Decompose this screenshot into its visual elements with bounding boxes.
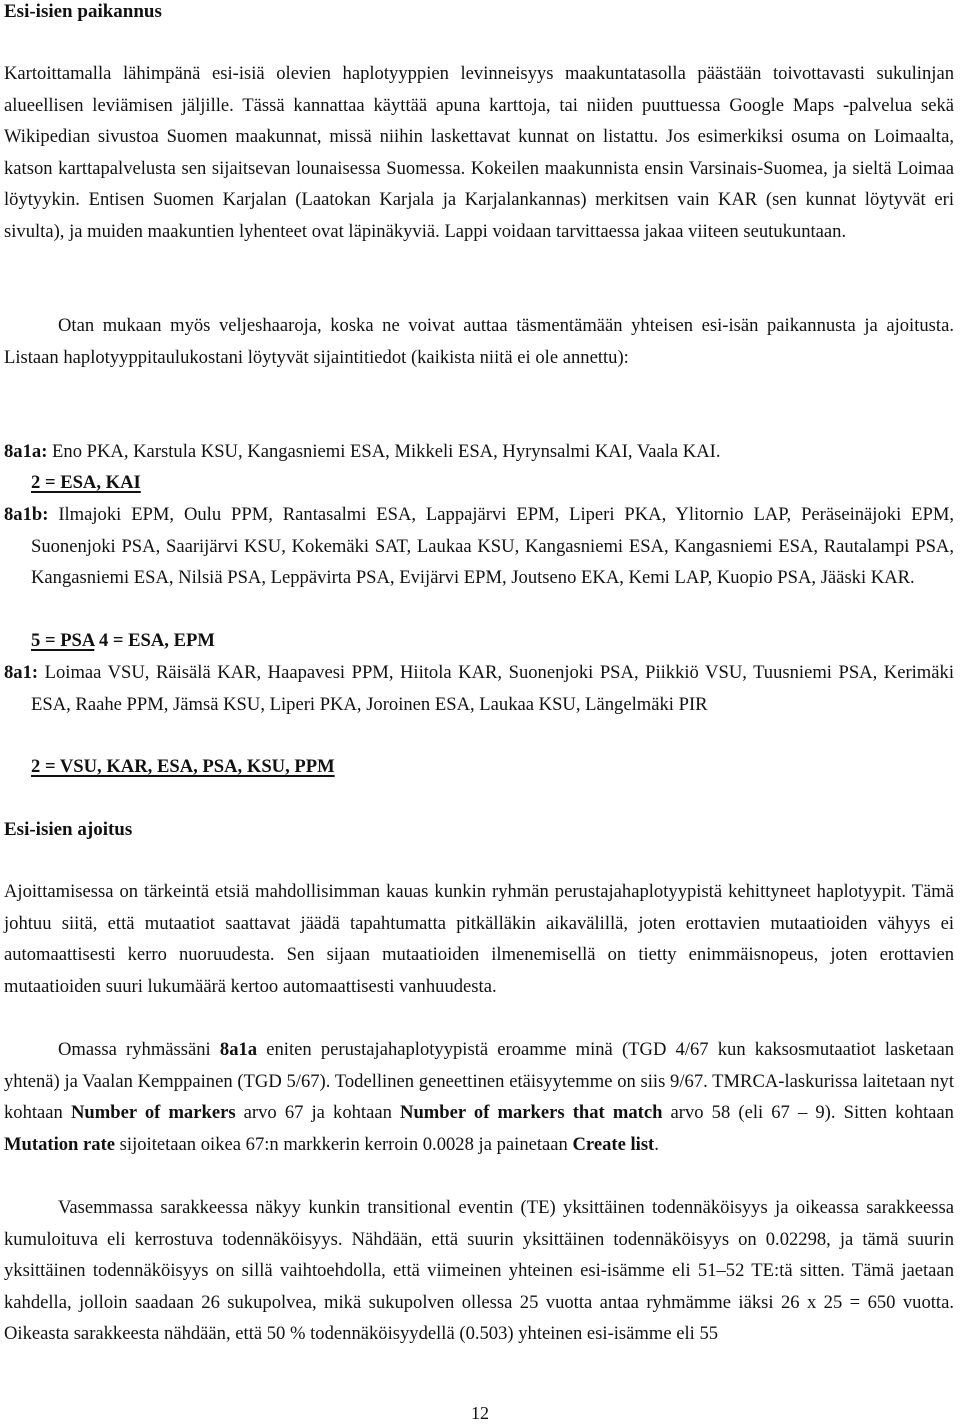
paragraph-intro: Kartoittamalla lähimpänä esi-isiä olevien haplotyyppien levinneisyys maakuntatasolla päästään toivottavasti sukulinjan alueellisen leviämisen jäljille. Tässä kannattaa käyttää apuna karttoja, tai niiden puuttuessa Google Maps -palvelua sekä Wikipedian sivustoa Suomen maakunnat, missä niihin laskettavat kunnat on listattu. Jos esimerkiksi osuma on Loimaalta, katson karttapalvelusta sen sijaitsevan lounaisessa Suomessa. Kokeilen maakunnista ensin Varsinais-Suomea, ja sieltä Loimaa löytyykin. Entisen Suomen Karjalan (Laatokan Karjala ja Karjalankannas) merkitsen vain KAR (sen kunnat löytyvät eri sivulta), ja muiden maakuntien lyhenteet ovat läpinäkyviä. Lappi voidaan tarvittaessa jakaa viiteen seutukuntaan. [4, 63, 954, 242]
text-run: Omassa ryhmässäni [58, 1039, 220, 1060]
haplogroup-entry-8a1b [4, 499, 954, 594]
text-run: eniten perustajahaplotyypistä eroamme minä (TGD 4/67 kun kaksosmutaatiot lasketaan yhtenä) ja Vaalan Kemppainen (TGD 5/67). Todellinen geneettinen etäisyytemme on siis 9/67. TMRCA-laskurissa laitetaan nyt kohtaan [4, 1039, 954, 1123]
entry-label: 8a1b: [4, 504, 49, 525]
bold-term: 8a1a [219, 1039, 258, 1060]
paragraph-dating-principle: Ajoittamisessa on tärkeintä etsiä mahdollisimman kauas kunkin ryhmän perustajahaplotyypistä kehittyneet haplotyypit. Tämä johtuu siitä, että mutaatiot saattavat jäädä tapahtumatta pitkälläkin aikavälillä, joten erottavien mutaatioiden vähyys ei automaattisesti kerro nuoruudesta. Sen sijaan mutaatioiden ilmenemisellä on tietty enimmäisnopeus, joten erottavien mutaatioiden suuri lukumäärä kertoo automaattisesti vanhuudesta. [4, 881, 954, 997]
summary-rest: 4 = ESA, EPM [94, 630, 215, 651]
entry-label: 8a1a: [4, 441, 48, 462]
paragraph-branches: Otan mukaan myös veljeshaaroja, koska ne voivat auttaa täsmentämään yhteisen esi-isän paikannusta ja ajoitusta. Listaan haplotyyppitaulukostani löytyvät sijaintitiedot (kaikista niitä ei ole annettu): [4, 315, 954, 368]
summary-underlined: 2 = VSU, KAR, ESA, PSA, KSU, PPM [31, 756, 335, 777]
haplogroup-entry-8a1 [4, 657, 954, 720]
summary-underlined: 2 = ESA, KAI [31, 472, 141, 493]
entry-summary-8a1b [31, 625, 215, 657]
page-number: 12 [471, 1403, 489, 1423]
entry-locations: Eno PKA, Karstula KSU, Kangasniemi ESA, Mikkeli ESA, Hyrynsalmi KAI, Vaala KAI. [47, 441, 721, 462]
text-run: sijoitetaan oikea 67:n markkerin kerroin 0.0028 ja painetaan [115, 1133, 573, 1155]
paragraph-dating-example [4, 1034, 954, 1160]
summary-underlined: 5 = PSA [31, 630, 95, 651]
text-run: arvo 58 (eli 67 – 9). Sitten kohtaan [662, 1102, 954, 1123]
haplogroup-entry-8a1a [4, 436, 954, 468]
entry-label: 8a1: [4, 662, 39, 683]
bold-term: Number of markers [70, 1102, 236, 1123]
section-heading-dating: Esi-isien ajoitus [4, 819, 133, 840]
text-run: arvo 67 ja kohtaan [235, 1102, 401, 1123]
entry-summary-8a1a [31, 467, 141, 499]
bold-term: Number of markers that match [400, 1102, 663, 1123]
paragraph-probability-columns: Vasemmassa sarakkeessa näkyy kunkin transitional eventin (TE) yksittäinen todennäköisyys ja oikeassa sarakkeessa kumuloituva eli kerrostuva todennäköisyys. Nähdään, että suurin yksittäinen todennäköisyys on 0.02298, ja tämä suurin yksittäinen todennäköisyys on sillä vaihtoehdolla, että viimeinen yhteinen esi-isämme eli 51–52 TE:tä sitten. Tämä jaetaan kahdella, jolloin saadaan 26 sukupolvea, mikä sukupolven ollessa 25 vuotta antaa ryhmämme iäksi 26 x 25 = 650 vuotta. Oikeasta sarakkeesta nähdään, että 50 % todennäköisyydellä (0.503) yhteinen esi-isämme eli 55 [4, 1197, 954, 1344]
bold-term: Create list [572, 1133, 655, 1155]
entry-locations: Ilmajoki EPM, Oulu PPM, Rantasalmi ESA, Lappajärvi EPM, Liperi PKA, Ylitornio LAP, Peräseinäjoki EPM, Suonenjoki PSA, Saarijärvi KSU, Kokemäki SAT, Laukaa KSU, Kangasniemi ESA, Kangasniemi ESA, Rautalampi PSA, Kangasniemi ESA, Nilsiä PSA, Leppävirta PSA, Evijärvi EPM, Joutseno EKA, Kemi LAP, Kuopio PSA, Jääski KAR. [31, 504, 954, 588]
bold-term: Mutation rate [4, 1133, 116, 1155]
entry-summary-8a1 [31, 751, 335, 783]
entry-locations: Loimaa VSU, Räisälä KAR, Haapavesi PPM, Hiitola KAR, Suonenjoki PSA, Piikkiö VSU, Tuusniemi PSA, Kerimäki ESA, Raahe PPM, Jämsä KSU, Liperi PKA, Joroinen ESA, Laukaa KSU, Längelmäki PIR [31, 662, 954, 715]
text-run: . [654, 1133, 659, 1155]
section-heading-localization: Esi-isien paikannus [4, 1, 162, 22]
